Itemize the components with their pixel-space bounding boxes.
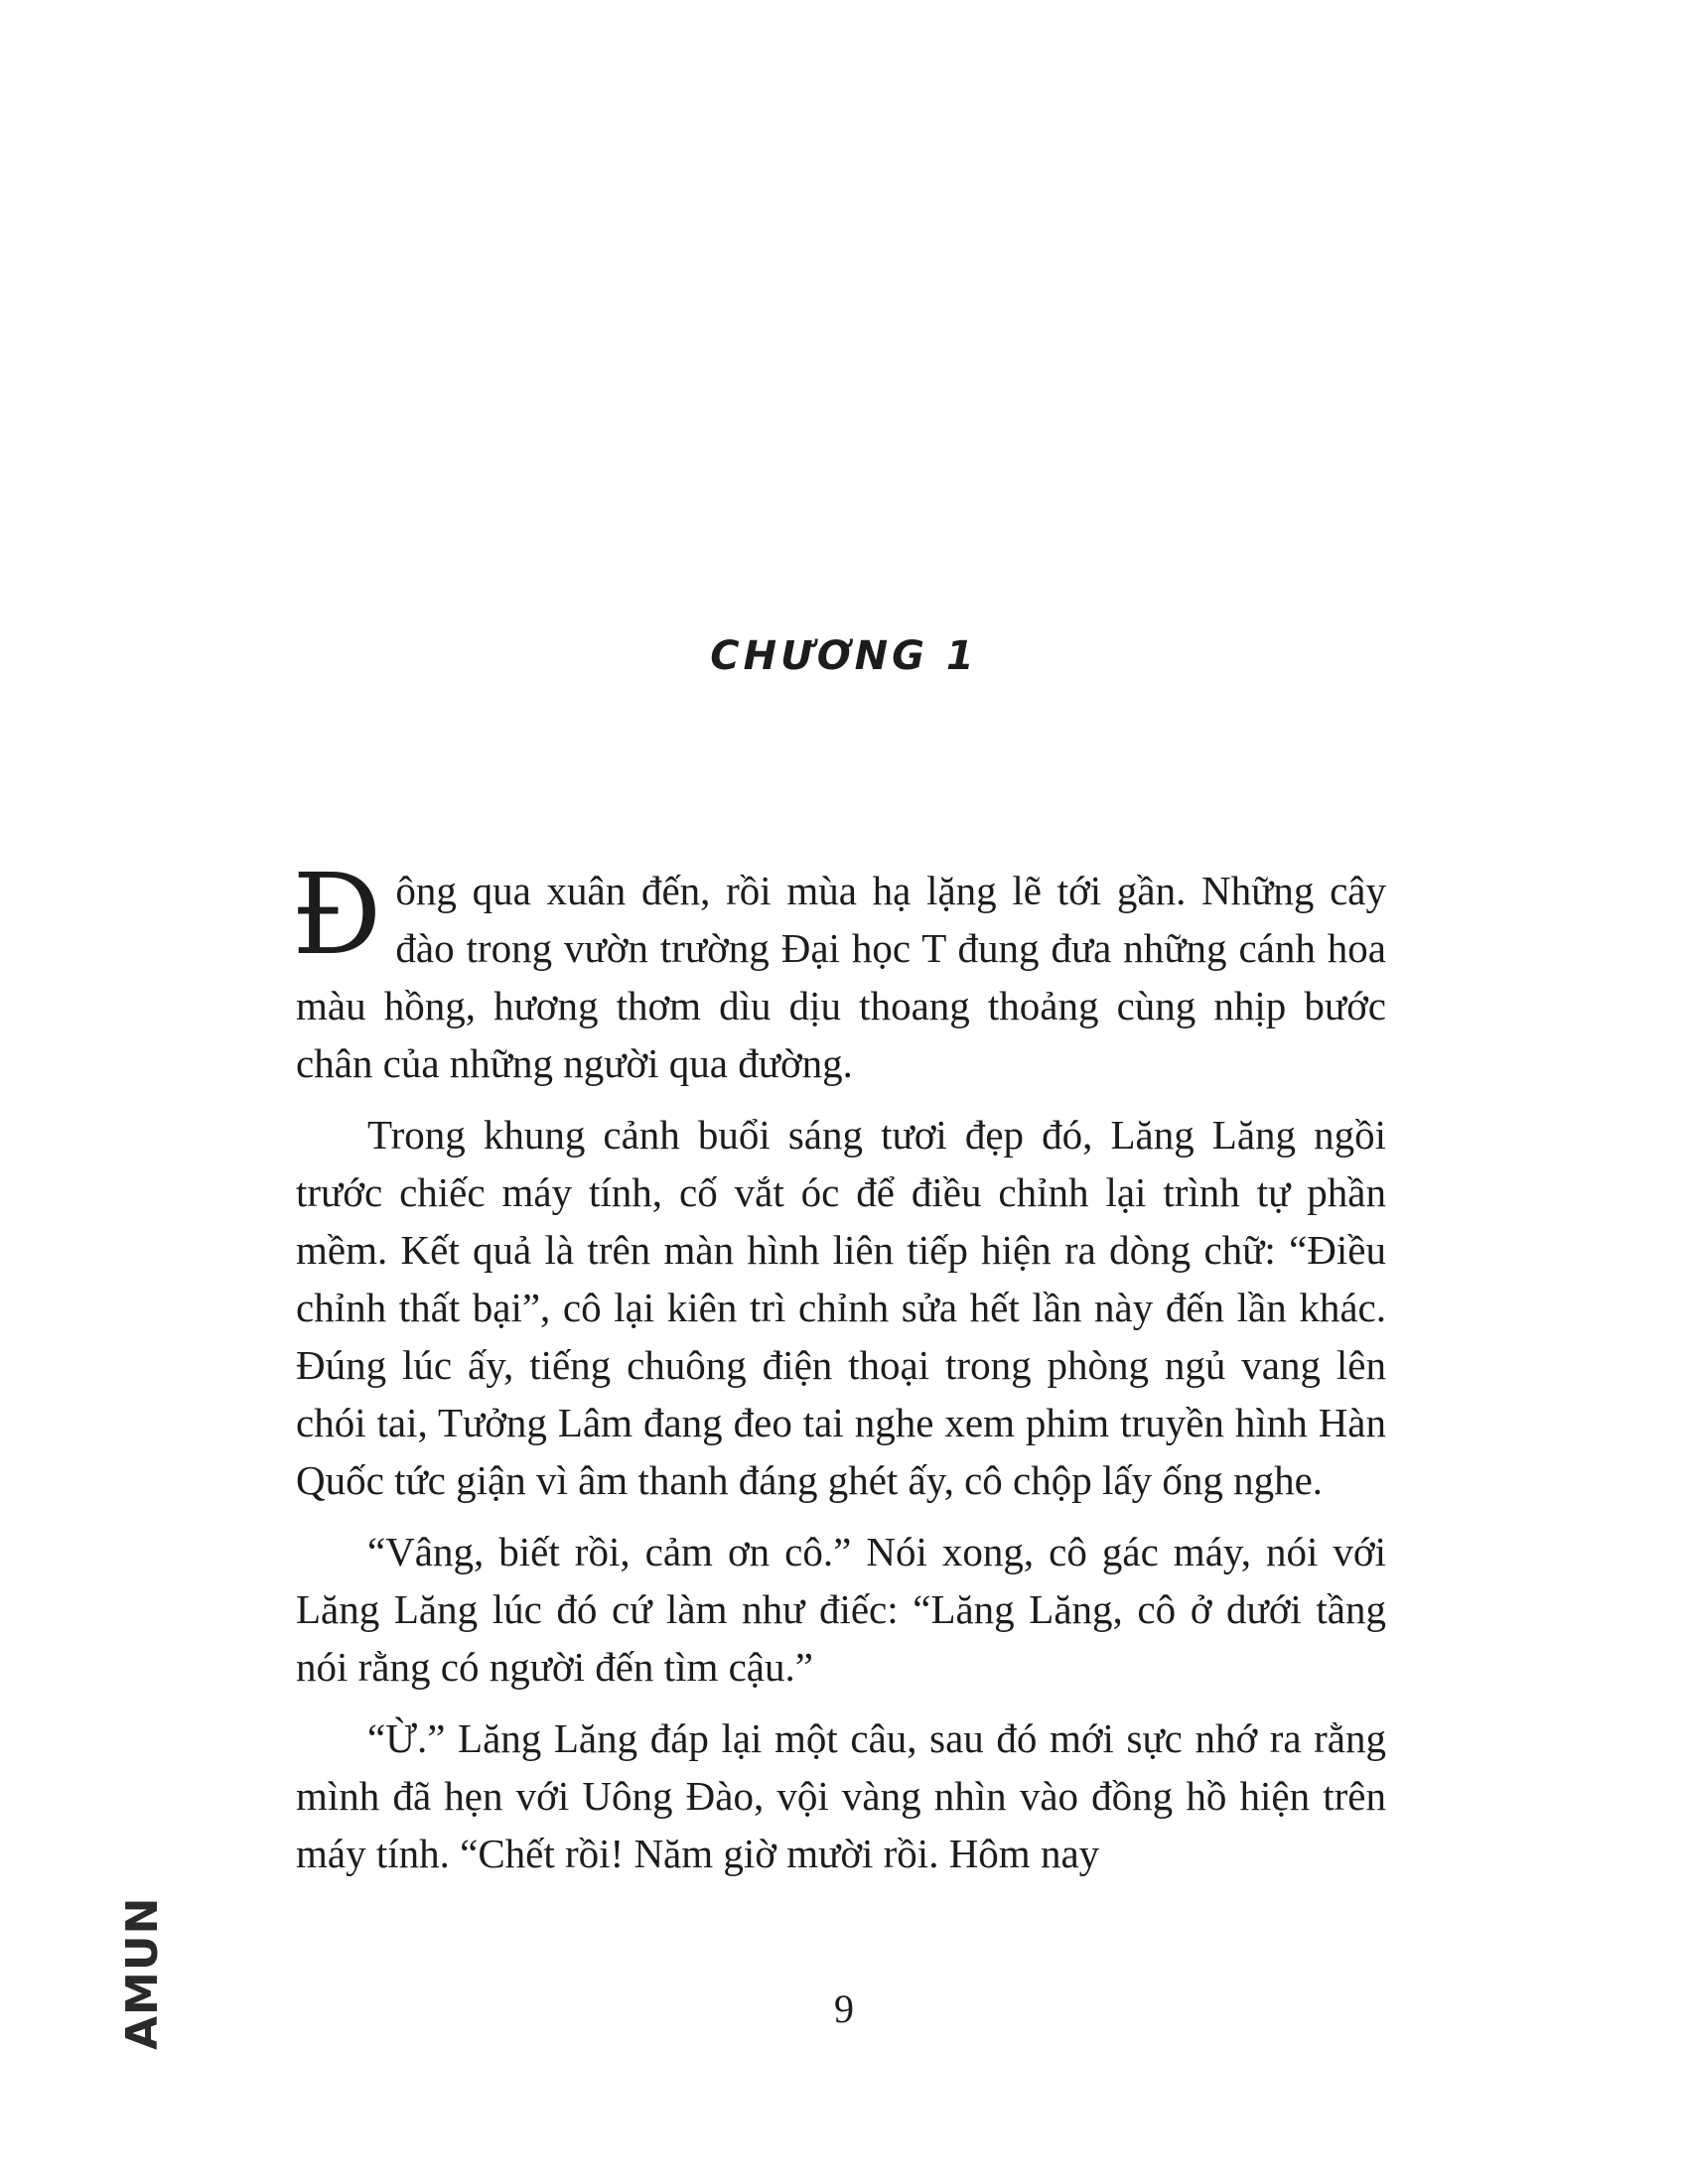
paragraph-2: Trong khung cảnh buổi sáng tươi đẹp đó, Lăng Lăng ngồi trước chiếc máy tính, cố vắt óc để điều chỉnh lại trình tự phần mềm. Kết quả là trên màn hình liên tiếp hiện ra dòng chữ: “Điều chỉnh thất bại”, cô lại kiên trì chỉnh sửa hết lần này đến lần khác. Đúng lúc ấy, tiếng chuông điện thoại trong phòng ngủ vang lên chói tai, Tưởng Lâm đang đeo tai nghe xem phim truyền hình Hàn Quốc tức giận vì âm thanh đáng ghét ấy, cô chộp lấy ống nghe.: [296, 1112, 1386, 1503]
paragraph-4: “Ừ.” Lăng Lăng đáp lại một câu, sau đó mới sực nhớ ra rằng mình đã hẹn với Uông Đào, vội vàng nhìn vào đồng hồ hiện trên máy tính. “Chết rồi! Năm giờ mười rồi. Hôm nay: [296, 1715, 1386, 1876]
paragraph-1: [292, 851, 1386, 1092]
body-text: [292, 851, 1386, 1896]
publisher-logo: AMUN: [117, 1896, 168, 2050]
paragraph-3: “Vâng, biết rồi, cảm ơn cô.” Nói xong, cô gác máy, nói với Lăng Lăng lúc đó cứ làm như điếc: “Lăng Lăng, cô ở dưới tầng nói rằng có người đến tìm cậu.”: [296, 1529, 1386, 1690]
paragraph-1-text: ông qua xuân đến, rồi mùa hạ lặng lẽ tới gần. Những cây đào trong vườn trường Đại học T đung đưa những cánh hoa màu hồng, hương thơm dìu dịu thoang thoảng cùng nhịp bước chân của những người qua đường.: [296, 868, 1386, 1086]
page-number: 9: [834, 1986, 854, 2031]
chapter-title: CHƯƠNG 1: [710, 633, 978, 679]
drop-cap: Đ: [292, 851, 382, 980]
